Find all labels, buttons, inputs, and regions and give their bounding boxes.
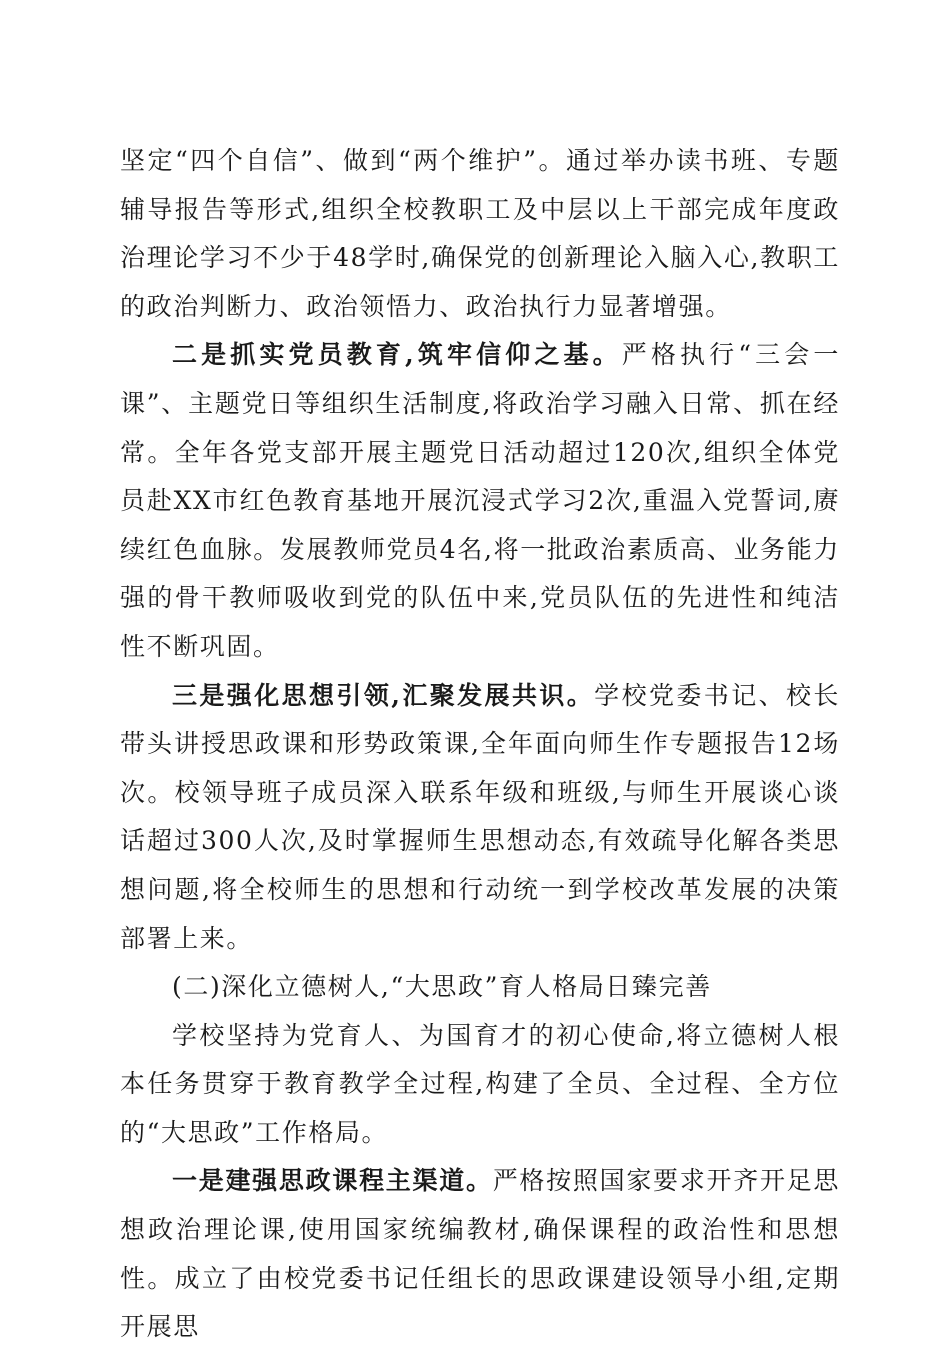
paragraph-text: 严格按照国家要求开齐开足思想政治理论课,使用国家统编教材,确保课程的政治性和思想性。成立了由校党委书记任组长的思政课建设领导小组,定期开展思	[120, 1166, 840, 1342]
paragraph-lead: 一是建强思政课程主渠道。	[172, 1166, 493, 1196]
paragraph-lead: 二是抓实党员教育,筑牢信仰之基。	[172, 340, 622, 370]
document-body	[120, 137, 840, 1352]
paragraph-text: 学校党委书记、校长带头讲授思政课和形势政策课,全年面向师生作专题报告12场次。校领导班子成员深入联系年级和班级,与师生开展谈心谈话超过300人次,及时掌握师生思想动态,有效疏导化解各类思想问题,将全校师生的思想和行动统一到学校改革发展的决策部署上来。	[120, 680, 840, 953]
paragraph-text: 严格执行“三会一课”、主题党日等组织生活制度,将政治学习融入日常、抓在经常。全年各党支部开展主题党日活动超过120次,组织全体党员赴XX市红色教育基地开展沉浸式学习2次,重温入党誓词,赓续红色血脉。发展教师党员4名,将一批政治素质高、业务能力强的骨干教师吸收到党的队伍中来,党员队伍的先进性和纯洁性不断巩固。	[120, 340, 840, 661]
paragraph-continuation	[120, 137, 840, 331]
paragraph-party-member-education	[120, 331, 840, 671]
paragraph-text: 学校坚持为党育人、为国育才的初心使命,将立德树人根本任务贯穿于教育教学全过程,构建了全员、全过程、全方位的“大思政”工作格局。	[120, 1020, 840, 1147]
section-heading-text: (二)深化立德树人,“大思政”育人格局日臻完善	[172, 972, 712, 1002]
paragraph-ideological-guidance	[120, 672, 840, 964]
paragraph-text: 坚定“四个自信”、做到“两个维护”。通过举办读书班、专题辅导报告等形式,组织全校教职工及中层以上干部完成年度政治理论学习不少于48学时,确保党的创新理论入脑入心,教职工的政治判断力、政治领悟力、政治执行力显著增强。	[120, 146, 840, 321]
paragraph-ideological-courses	[120, 1157, 840, 1351]
paragraph-section-intro	[120, 1012, 840, 1158]
section-heading	[120, 963, 840, 1012]
paragraph-lead: 三是强化思想引领,汇聚发展共识。	[172, 680, 595, 710]
